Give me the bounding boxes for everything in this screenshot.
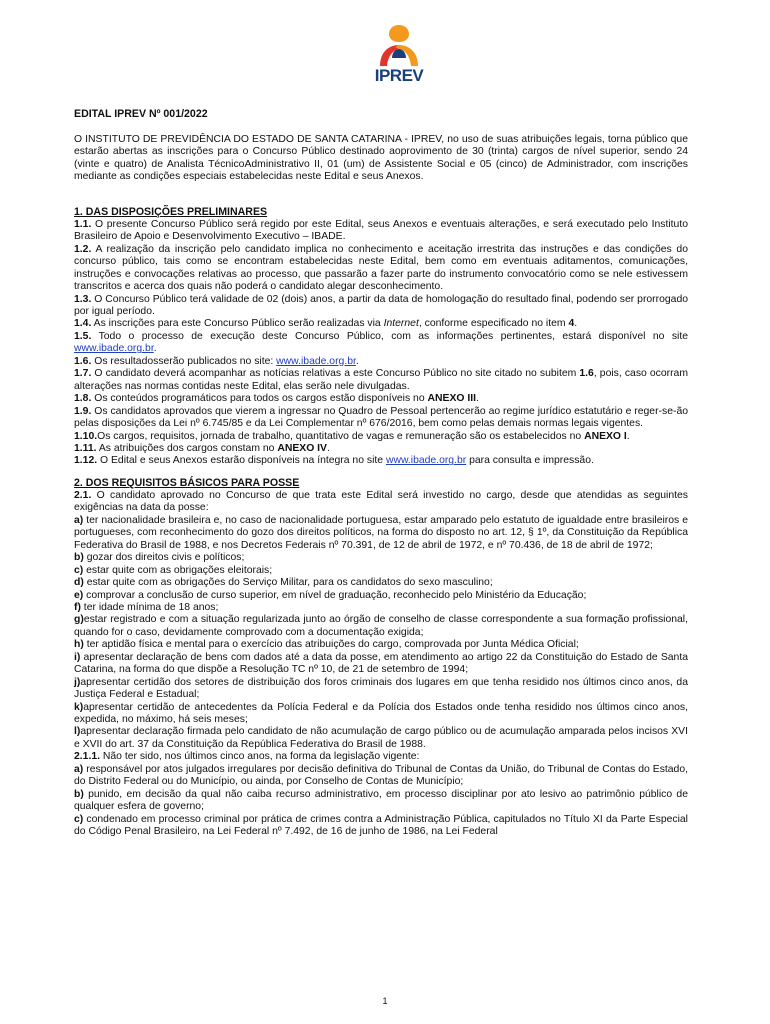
item-2-1-1-b: b) punido, em decisão da qual não caiba recurso administrativo, em processo disciplinar por ato lesivo ao patrimônio público de qualquer esfera de governo; bbox=[74, 788, 688, 813]
logo-text: IPREV bbox=[374, 66, 424, 85]
item-2-1-e: e) comprovar a conclusão de curso superior, em nível de graduação, reconhecido pelo Ministério da Educação; bbox=[74, 589, 587, 601]
item-2-1-1: 2.1.1. Não ter sido, nos últimos cinco anos, na forma da legislação vigente: bbox=[74, 751, 420, 763]
ibade-link[interactable]: www.ibade.org.br bbox=[276, 355, 356, 367]
page-number: 1 bbox=[382, 996, 388, 1006]
item-1-6: 1.6. Os resultadosserão publicados no site: www.ibade.org.br. bbox=[74, 355, 359, 367]
ibade-link[interactable]: www.ibade.org.br bbox=[385, 455, 467, 467]
item-1-8: 1.8. Os conteúdos programáticos para todos os cargos estão disponíveis no ANEXO III. bbox=[74, 393, 479, 405]
item-1-4: 1.4. As inscrições para este Concurso Público serão realizadas via Internet, conforme especificado no item 4. bbox=[74, 318, 578, 330]
item-1-3: 1.3. O Concurso Público terá validade de 02 (dois) anos, a partir da data de homologação do resultado final, podendo ser prorrogado por igual período. bbox=[74, 293, 688, 317]
iprev-emblem-icon bbox=[375, 22, 423, 68]
item-2-1-c: c) estar quite com as obrigações eleitorais; bbox=[74, 564, 273, 576]
item-2-1-a: a) ter nacionalidade brasileira e, no caso de nacionalidade portuguesa, estar amparado pelo estatuto de igualdade entre brasileiros e portugueses, com reconhecimento do gozo dos direitos políticos, na forma do disposto no art. 12, § 1º, da Constituição da República Federativa do Brasil de 1988, e nos Decretos Federais nº 70.391, de 12 de abril de 1972, e nº 70.436, de 18 de abril de 1972; bbox=[74, 514, 688, 551]
item-1-7: 1.7. O candidato deverá acompanhar as notícias relativas a este Concurso Público no site citado no subitem 1.6, pois, caso ocorram alterações nas normas contidas neste Edital, elas serão nele divulgadas. bbox=[74, 368, 688, 392]
item-2-1-d: d) estar quite com as obrigações do Serviço Militar, para os candidatos do sexo masculino; bbox=[74, 577, 493, 589]
ibade-link[interactable]: www.ibade.org.br bbox=[74, 343, 154, 355]
iprev-logo bbox=[359, 22, 439, 86]
item-2-1-b: b) gozar dos direitos civis e políticos; bbox=[74, 552, 245, 564]
document-page bbox=[74, 22, 688, 839]
item-1-11: 1.11. As atribuições dos cargos constam no ANEXO IV. bbox=[74, 442, 330, 454]
item-1-2: 1.2. A realização da inscrição pelo candidato implica no conhecimento e aceitação irrestrita das instruções e das condições do concurso público, tais como se encontram estabelecidas neste Edital, bem como em eventuais aditamentos, comunicações, instruções e convocações relativas ao processo, que passarão a fazer parte do instrumento convocatório como se nele estivessem transcritos e acerca dos quais não poderá o candidato alegar desconhecimento. bbox=[74, 243, 688, 293]
item-2-1-k: k)apresentar certidão de antecedentes da Polícia Federal e da Polícia dos Estados onde tenha residido nos últimos cinco anos, expedida, no máximo, há seis meses; bbox=[74, 701, 688, 726]
item-2-1-i: i) apresentar declaração de bens com dados até a data da posse, em atendimento ao artigo 22 da Constituição do Estado de Santa Catarina, na forma do que dispõe a Resolução TC nº 10, de 21 de setembro de 1994; bbox=[74, 651, 688, 676]
item-2-1-l: l)apresentar declaração firmada pelo candidato de não acumulação de cargo público ou de acumulação amparada pelos incisos XVI e XVII do art. 37 da Constituição da República Federativa do Brasil de 1988. bbox=[74, 726, 688, 750]
intro-paragraph: O INSTITUTO DE PREVIDÊNCIA DO ESTADO DE SANTA CATARINA - IPREV, no uso de suas atribuições legais, torna público que estarão abertas as inscrições para o Concurso Público destinado aoprovimento de 30 (trinta) cargos de nível superior, sendo 24 (vinte e quatro) de Analista TécnicoAdministrativo II, 01 (um) de Assistente Social e 05 (cinco) de Administrador, com inscrições mediante as condições especiais estabelecidas neste Edital e seus Anexos. bbox=[74, 134, 688, 183]
item-2-1: 2.1. O candidato aprovado no Concurso de que trata este Edital será investido no cargo, desde que atendidas as seguintes exigências na data da posse: bbox=[74, 489, 688, 514]
item-2-1-h: h) ter aptidão física e mental para o exercício das atribuições do cargo, comprovada por Junta Médica Oficial; bbox=[74, 639, 579, 651]
item-1-10: 1.10.Os cargos, requisitos, jornada de trabalho, quantitativo de vagas e remuneração são os estabelecidos no ANEXO I. bbox=[74, 430, 630, 442]
item-2-1-j: j)apresentar certidão dos setores de distribuição dos foros criminais dos lugares em que tenha residido nos últimos cinco anos, da Justiça Federal e Estadual; bbox=[74, 676, 688, 701]
item-1-12: 1.12. O Edital e seus Anexos estarão disponíveis na íntegra no site www.ibade.org.br para consulta e impressão. bbox=[74, 455, 594, 467]
item-1-9: 1.9. Os candidatos aprovados que vierem a ingressar no Quadro de Pessoal pertencerão ao regime jurídico estatutário e reger-se-ão pelas disposições da Lei nº 6.745/85 e da Lei Complementar nº 676/2016, bem como pelas demais normas legais vigentes. bbox=[74, 405, 688, 430]
document-title: EDITAL IPREV Nº 001/2022 bbox=[74, 108, 208, 120]
item-1-1: 1.1. O presente Concurso Público será regido por este Edital, seus Anexos e eventuais alterações, e será executado pelo Instituto Brasileiro de Apoio e Desenvolvimento Executivo – IBADE. bbox=[74, 218, 688, 243]
item-2-1-f: f) ter idade mínima de 18 anos; bbox=[74, 601, 219, 613]
item-2-1-1-a: a) responsável por atos julgados irregulares por decisão definitiva do Tribunal de Contas da União, do Tribunal de Contas do Estado, do Distrito Federal ou do Município, ou ainda, por Conselho de Contas de Município; bbox=[74, 763, 688, 788]
section-2-heading: 2. DOS REQUISITOS BÁSICOS PARA POSSE bbox=[74, 476, 300, 489]
item-1-5: 1.5. Todo o processo de execução deste Concurso Público, com as informações pertinentes, estará disponível no site www.ibade.org.br. bbox=[74, 330, 688, 355]
item-2-1-g: g)estar registrado e com a situação regularizada junto ao órgão de conselho de classe correspondente a sua formação profissional, quando for o caso, devidamente comprovado com a documentação exigida; bbox=[74, 614, 688, 638]
item-2-1-1-c: c) condenado em processo criminal por prática de crimes contra a Administração Pública, capitulados no Título XI da Parte Especial do Código Penal Brasileiro, na Lei Federal nº 7.492, de 16 de junho de 1986, na Lei Federal bbox=[74, 813, 688, 838]
section-1-heading: 1. DAS DISPOSIÇÕES PRELIMINARES bbox=[74, 205, 268, 218]
